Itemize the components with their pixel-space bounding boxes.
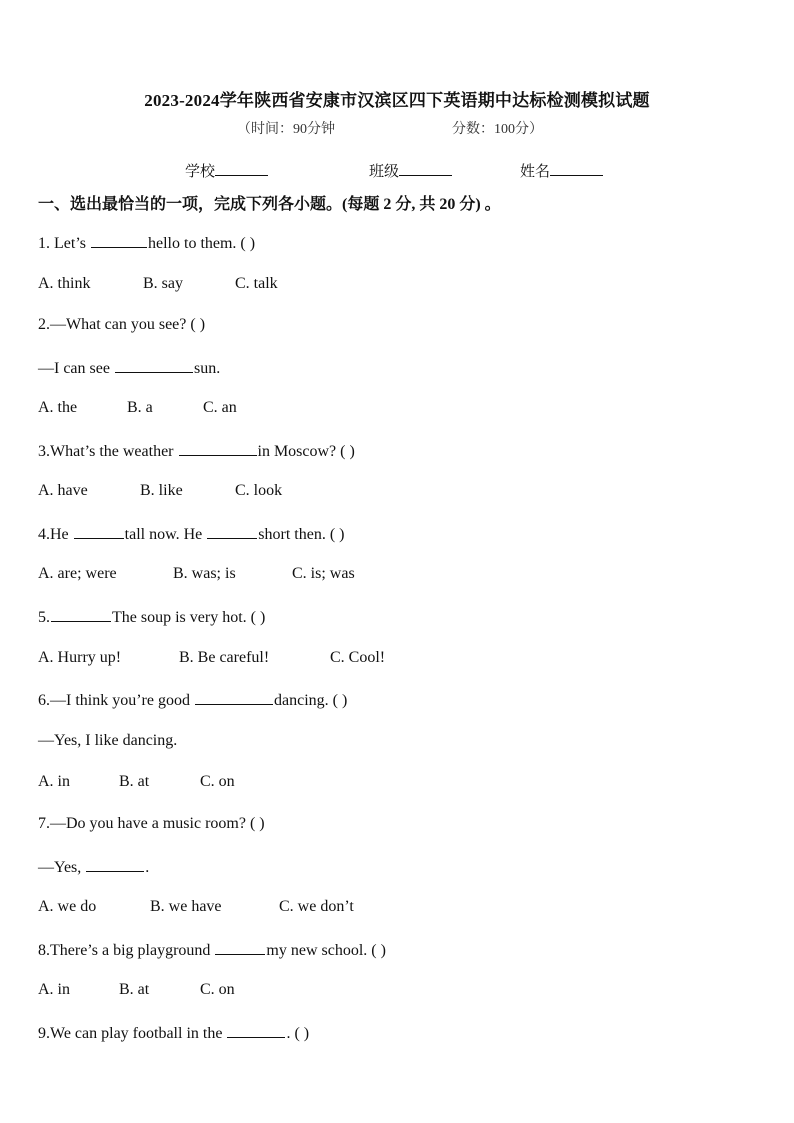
question-5 [38,607,265,627]
time-limit: （时间：90分钟 [237,122,335,137]
question-text: 2.—What can you see? ( ) [38,316,206,333]
question-text: . ( ) [286,1025,310,1042]
option-b[interactable]: B. at [119,981,150,998]
question-6-line2 [38,732,177,750]
option-c[interactable]: C. an [203,399,237,416]
answer-blank[interactable] [86,857,144,872]
options-7 [38,898,354,916]
options-3 [38,482,282,500]
option-b[interactable]: B. like [140,482,183,499]
exam-meta [237,118,543,138]
answer-blank[interactable] [207,524,257,539]
option-a[interactable]: A. think [38,275,91,292]
class-label: 班级 [369,164,400,180]
answer-blank[interactable] [51,607,111,622]
question-text: 6.—I think you’re good [38,692,194,709]
question-4 [38,524,344,544]
question-text: tall now. He [124,526,207,543]
name-field[interactable] [520,160,603,181]
option-a[interactable]: A. in [38,981,70,998]
question-text: . [145,859,150,876]
name-label: 姓名 [520,164,551,180]
option-c[interactable]: C. we don’t [279,898,354,915]
question-text: sun. [193,360,221,377]
total-score: 分数：100分） [452,122,543,137]
option-b[interactable]: B. say [143,275,183,292]
school-field[interactable] [185,160,268,181]
option-b[interactable]: B. was; is [173,565,236,582]
question-2-line2 [38,358,220,378]
answer-blank[interactable] [195,690,273,705]
question-text: 4.He [38,526,73,543]
option-c[interactable]: C. look [235,482,283,499]
answer-blank[interactable] [115,358,193,373]
page-title: 2023-2024学年陕西省安康市汉滨区四下英语期中达标检测模拟试题 [144,91,650,110]
question-text: 3.What’s the weather [38,443,178,460]
answer-blank[interactable] [215,940,265,955]
question-text: in Moscow? ( ) [257,443,355,460]
question-text: my new school. ( ) [266,942,386,959]
answer-blank[interactable] [74,524,124,539]
question-text: 7.—Do you have a music room? ( ) [38,815,265,832]
question-text: The soup is very hot. ( ) [112,609,266,626]
option-a[interactable]: A. the [38,399,78,416]
school-label: 学校 [185,164,216,180]
question-text: —I can see [38,360,114,377]
answer-blank[interactable] [91,233,147,248]
question-text: hello to them. ( ) [148,235,256,252]
question-3 [38,441,355,461]
option-b[interactable]: B. we have [150,898,222,915]
question-text: —Yes, I like dancing. [38,732,178,749]
question-8 [38,940,386,960]
options-6 [38,773,235,791]
option-a[interactable]: A. in [38,773,70,790]
question-7-line2 [38,857,149,877]
answer-blank[interactable] [179,441,257,456]
options-4 [38,565,355,583]
question-2 [38,316,205,334]
question-text: 9.We can play football in the [38,1025,227,1042]
question-7 [38,815,265,833]
options-8 [38,981,235,999]
option-b[interactable]: B. at [119,773,150,790]
option-c[interactable]: C. is; was [292,565,355,582]
option-a[interactable]: A. have [38,482,88,499]
question-1 [38,233,255,253]
question-text: dancing. ( ) [273,692,348,709]
question-text: short then. ( ) [258,526,345,543]
question-text: 8.There’s a big playground [38,942,215,959]
options-2 [38,399,237,417]
options-5 [38,649,385,667]
option-b[interactable]: B. Be careful! [179,649,270,666]
option-c[interactable]: C. on [200,773,235,790]
option-c[interactable]: C. on [200,981,235,998]
question-6 [38,690,347,710]
question-text: 5. [38,609,50,626]
class-field[interactable] [369,160,452,181]
option-c[interactable]: C. Cool! [330,649,386,666]
answer-blank[interactable] [227,1023,285,1038]
option-a[interactable]: A. we do [38,898,97,915]
option-a[interactable]: A. Hurry up! [38,649,122,666]
options-1 [38,275,278,293]
option-a[interactable]: A. are; were [38,565,117,582]
option-b[interactable]: B. a [127,399,153,416]
question-text: —Yes, [38,859,86,876]
option-c[interactable]: C. talk [235,275,278,292]
question-text: 1. Let’s [38,235,90,252]
section-heading: 一、选出最恰当的一项，完成下列各小题。(每题 2 分, 共 20 分) 。 [38,196,501,213]
question-9 [38,1023,309,1043]
